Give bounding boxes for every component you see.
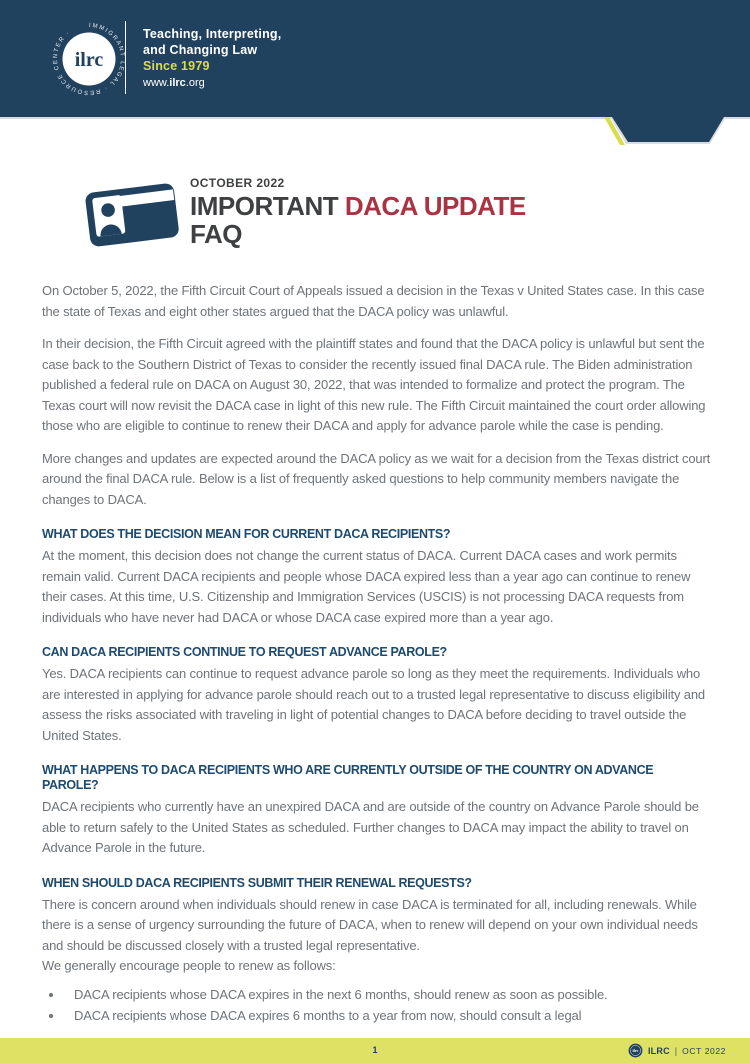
page-eyebrow: OCTOBER 2022 (190, 176, 285, 190)
document-body (42, 281, 712, 1028)
faq-section-1 (42, 527, 712, 628)
footer-brand: ILRC (647, 1045, 670, 1056)
tagline-line1: Teaching, Interpreting, (143, 27, 282, 41)
website-suffix: .org (185, 77, 205, 89)
faq-section-2 (42, 645, 712, 746)
page-number: 1 (372, 1045, 378, 1055)
title-text (190, 176, 710, 248)
corner-tab-decoration (588, 117, 738, 145)
id-card-icon (81, 177, 182, 252)
question-heading: WHEN SHOULD DACA RECIPIENTS SUBMIT THEIR RENEWAL REQUESTS? (42, 875, 472, 890)
faq-label: FAQ (190, 219, 242, 249)
answer-paragraph: Yes. DACA recipients can continue to request advance parole so long as they meet the requirements. Individuals who are interested in applying for advance parole should reach out to a trusted legal representative to discuss eligibility and assess the risks associated with traveling in light of potential changes to DACA before deciding to travel outside the United States. (42, 666, 706, 743)
intro-paragraph-2: In their decision, the Fifth Circuit agreed with the plaintiff states and found that the DACA policy is unlawful but sent the case back to the Southern District of Texas to consider the recently issued final DACA rule. The Biden administration published a federal rule on DACA on August 30, 2022, that was intended to formalize and protect the program. The Texas court will now revisit the DACA case in light of this new rule. The Fifth Circuit maintained the court order allowing those who are eligible to continue to renew their DACA and apply for advance parole while the case is pending. (42, 336, 706, 433)
website-url[interactable] (143, 76, 281, 91)
ilrc-logo-text: ilrc (74, 49, 104, 71)
tagline-since: Since 1979 (143, 59, 210, 73)
header-band (0, 0, 750, 117)
bullet-item: • DACA recipients whose DACA expires 6 months to a year from now, should consult a legal (64, 1006, 712, 1027)
question-heading: CAN DACA RECIPIENTS CONTINUE TO REQUEST ADVANCE PAROLE? (42, 645, 447, 659)
bullet-list (64, 985, 712, 1027)
footer-divider: | (674, 1045, 678, 1056)
header-tagline (143, 26, 281, 91)
answer-paragraph: There is concern around when individuals should renew in case DACA is terminated for all, including renewals. While there is a sense of urgency surrounding the future of DACA, when to renew will depend on your own individual needs and should be discussed closely with a trusted legal representative. (42, 896, 698, 953)
footer-ilrc-logo-icon (628, 1043, 643, 1058)
faq-section-4 (42, 876, 712, 1027)
intro-paragraph-1: On October 5, 2022, the Fifth Circuit Court of Appeals issued a decision in the Texas v United States case. In this case the state of Texas and eight other states argued that the DACA policy was unlawful. (42, 283, 705, 319)
website-prefix: www. (143, 77, 170, 89)
answer-followup: We generally encourage people to renew as follows: (42, 958, 336, 973)
tagline-line2: and Changing Law (143, 43, 258, 57)
navy-tab (612, 117, 724, 142)
header-divider (125, 21, 126, 94)
footer-logo-text: ilrc (632, 1048, 639, 1054)
question-heading: WHAT DOES THE DECISION MEAN FOR CURRENT DACA RECIPIENTS? (42, 527, 451, 541)
faq-section-3 (42, 763, 712, 859)
page-title (190, 192, 710, 220)
footer-brand-group (628, 1038, 726, 1063)
logo-ring-text: IMMIGRANT LEGAL · RESOURCE CENTER · (52, 22, 126, 96)
title-accent: DACA UPDATE (344, 191, 526, 221)
answer-paragraph: At the moment, this decision does not change the current status of DACA. Current DACA cases and work permits remain valid. Current DACA recipients and people whose DACA expired less than a year ago can continue to renew their cases. At this time, U.S. Citizenship and Immigration Services (USCIS) is not processing DACA requests from individuals who have never had DACA or whose DACA case expired more than a year ago. (42, 548, 691, 625)
ilrc-logo (50, 20, 128, 98)
footer-date: OCT 2022 (682, 1045, 726, 1056)
title-dark: IMPORTANT (190, 191, 345, 221)
answer-paragraph: DACA recipients who currently have an unexpired DACA and are outside of the country on Advance Parole should be able to return safely to the United States as scheduled. Further changes to DACA may impact the ability to travel on Advance Parole in the future. (42, 799, 699, 855)
footer-bar (0, 1038, 750, 1063)
bullet-item: • DACA recipients whose DACA expires in the next 6 months, should renew as soon as possible. (64, 985, 712, 1006)
website-bold: ilrc (169, 77, 186, 89)
intro-paragraph-3: More changes and updates are expected around the DACA policy as we wait for a decision from the Texas district court around the final DACA rule. Below is a list of frequently asked questions to help community members navigate the changes to DACA. (42, 450, 711, 507)
question-heading: WHAT HAPPENS TO DACA RECIPIENTS WHO ARE CURRENTLY OUTSIDE OF THE COUNTRY ON ADVANCE PAROLE? (42, 763, 654, 792)
